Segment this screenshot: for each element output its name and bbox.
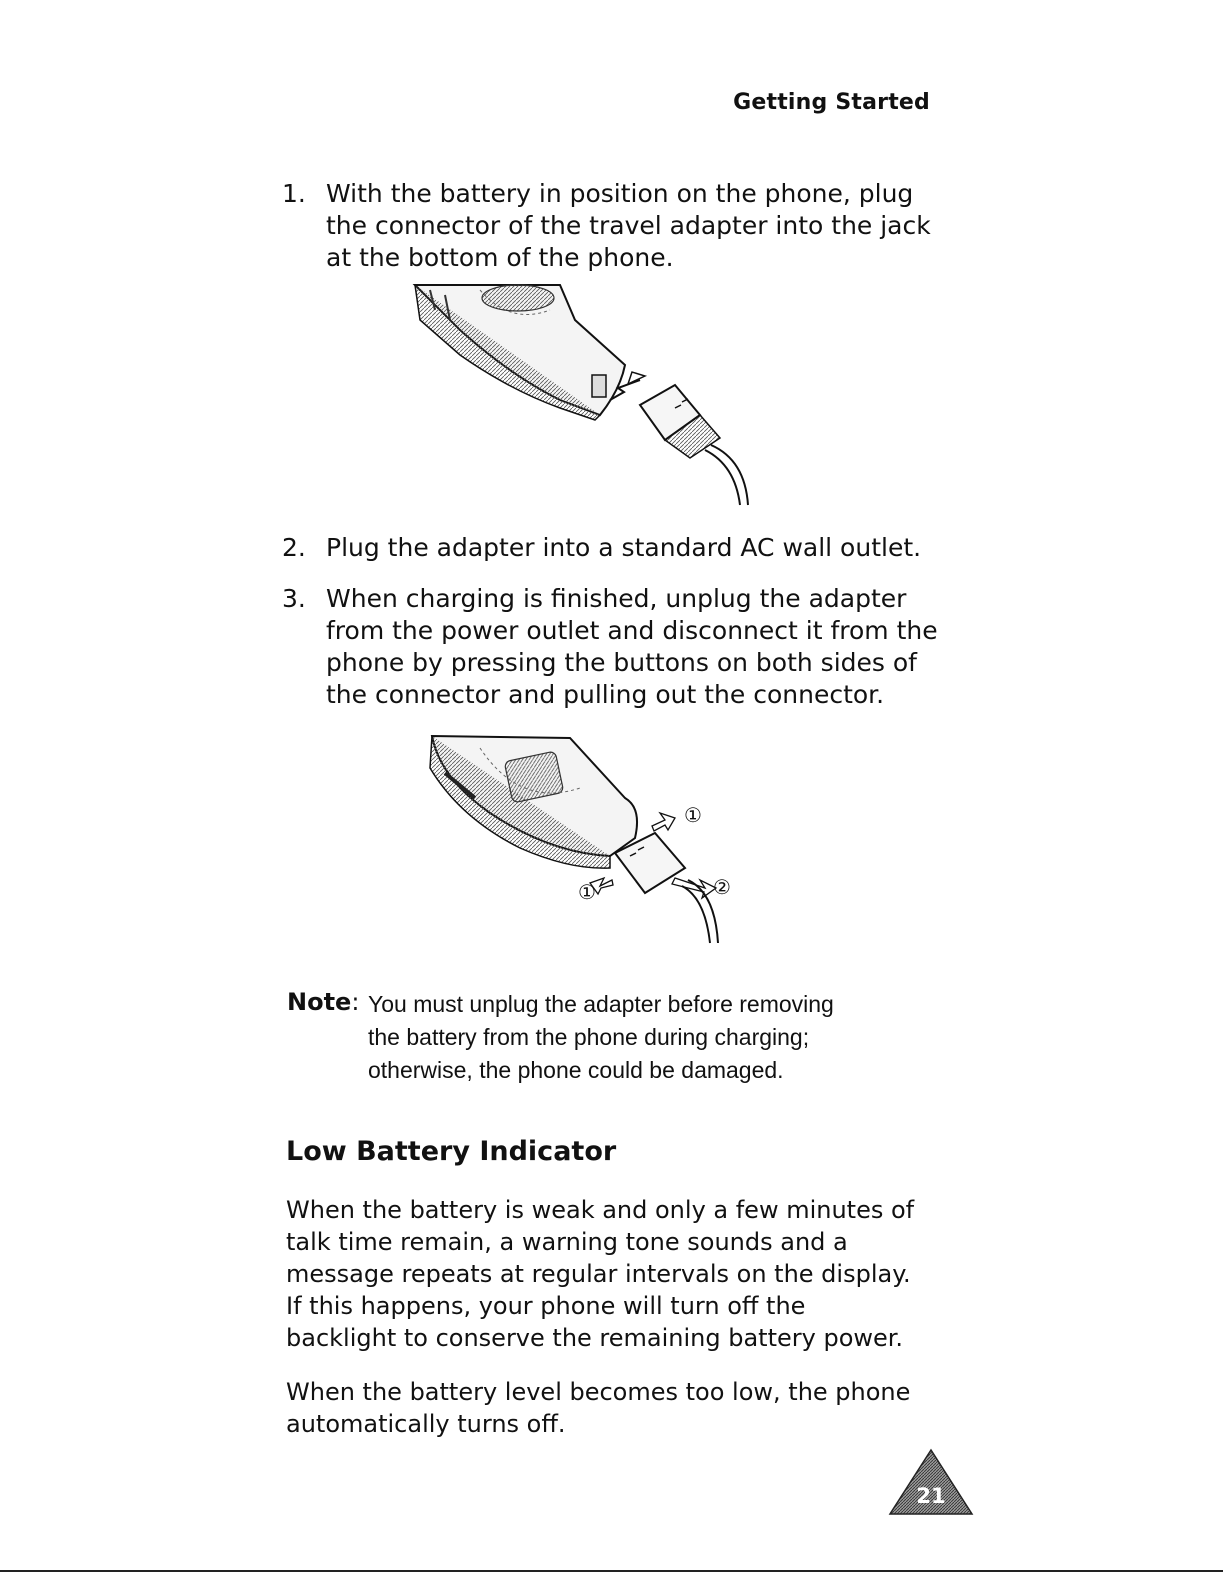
- text-line: the connector of the travel adapter into the jack: [326, 211, 931, 240]
- callout-1-top: ①: [684, 803, 702, 827]
- note-label-text: Note: [287, 988, 352, 1016]
- note-text: [368, 988, 928, 1087]
- step-number: 3.: [282, 584, 306, 613]
- text-line: With the battery in position on the phone, plug: [326, 179, 914, 208]
- text-line: message repeats at regular intervals on the display.: [286, 1260, 911, 1288]
- note-label: [287, 988, 359, 1016]
- section-title: Low Battery Indicator: [286, 1136, 617, 1167]
- step-number: 2.: [282, 533, 306, 562]
- text-line: phone by pressing the buttons on both sides of: [326, 648, 917, 677]
- text-line: When the battery is weak and only a few minutes of: [286, 1196, 915, 1224]
- text-line: the battery from the phone during charging;: [368, 1024, 810, 1050]
- text-line: Plug the adapter into a standard AC wall outlet.: [326, 533, 922, 562]
- text-line: at the bottom of the phone.: [326, 243, 674, 272]
- text-line: otherwise, the phone could be damaged.: [368, 1057, 784, 1083]
- step-text: [326, 532, 926, 564]
- running-header: Getting Started: [733, 90, 930, 115]
- text-line: the connector and pulling out the connector.: [326, 680, 885, 709]
- text-line: If this happens, your phone will turn off the: [286, 1292, 806, 1320]
- phone-plug-illustration: [400, 280, 780, 510]
- phone-unplug-illustration: [420, 728, 750, 948]
- step-text: [326, 583, 938, 711]
- text-line: talk time remain, a warning tone sounds and a: [286, 1228, 848, 1256]
- paragraph-2: [286, 1376, 946, 1440]
- text-line: from the power outlet and disconnect it from the: [326, 616, 938, 645]
- text-line: When the battery level becomes too low, the phone: [286, 1378, 911, 1406]
- callout-1-bottom: ①: [578, 880, 596, 904]
- page-number: 21: [916, 1484, 946, 1508]
- text-line: backlight to conserve the remaining battery power.: [286, 1324, 904, 1352]
- text-line: You must unplug the adapter before removing: [368, 991, 834, 1017]
- step-text: [326, 178, 931, 274]
- callout-2: ②: [713, 875, 731, 899]
- paragraph-1: [286, 1194, 946, 1354]
- step-number: 1.: [282, 179, 306, 208]
- text-line: When charging is finished, unplug the adapter: [326, 584, 907, 613]
- bottom-rule: [0, 1570, 1223, 1572]
- note-colon: :: [351, 988, 360, 1016]
- text-line: automatically turns off.: [286, 1410, 566, 1438]
